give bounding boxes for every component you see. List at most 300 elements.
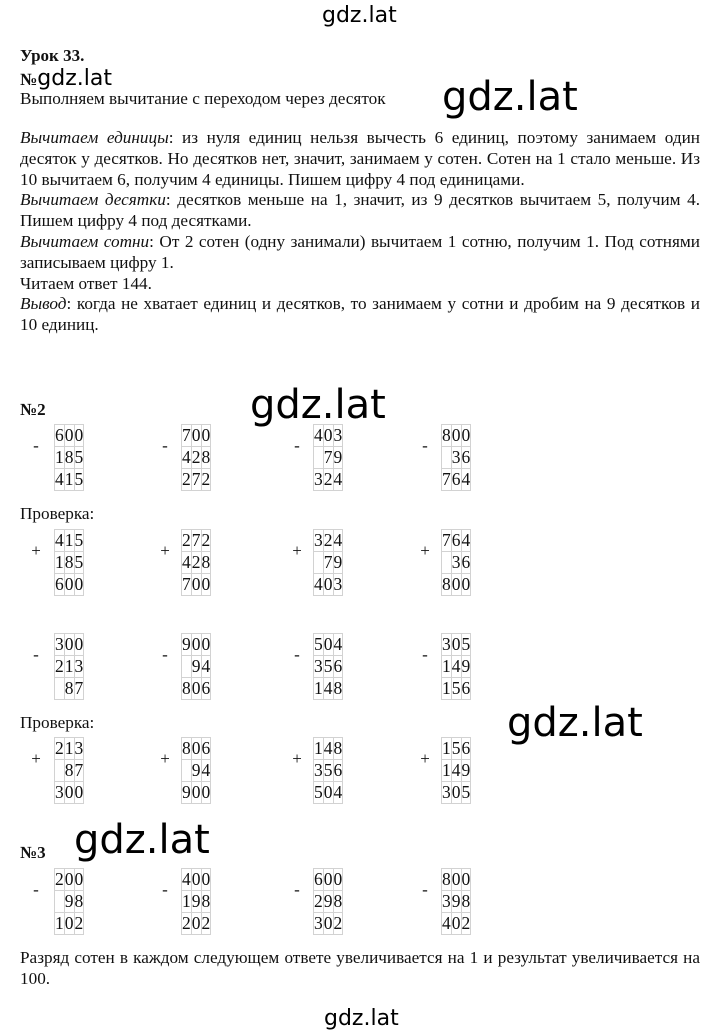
digit-cell: 4 <box>55 530 64 550</box>
digit-cell: 5 <box>451 738 461 758</box>
digit-cell: 7 <box>74 760 84 780</box>
operand-row <box>442 656 471 678</box>
digit-cell <box>55 678 65 700</box>
digit-cell <box>182 760 192 782</box>
check-label-1: Проверка: <box>20 504 95 523</box>
result-row <box>55 678 84 700</box>
digit-cell: 3 <box>314 913 323 933</box>
digit-cell: 7 <box>191 530 201 550</box>
digit-cell: 8 <box>461 891 471 911</box>
digit-cell: 2 <box>182 469 191 489</box>
digit-cell: 0 <box>191 782 201 802</box>
operand-row <box>314 425 343 447</box>
digit-cell: 0 <box>64 425 74 445</box>
digit-grid <box>181 424 211 491</box>
digit-cell: 2 <box>201 469 211 489</box>
operand-row <box>55 425 84 447</box>
digit-cell: 9 <box>182 634 191 654</box>
minus-sign: - <box>162 436 168 455</box>
digit-cell: 8 <box>64 552 74 572</box>
digit-cell: 3 <box>314 530 323 550</box>
digit-cell: 0 <box>451 574 461 594</box>
digit-cell: 8 <box>442 574 451 594</box>
digit-cell: 1 <box>442 678 451 698</box>
operand-row <box>314 738 343 760</box>
operand-row <box>182 425 211 447</box>
operand-row <box>182 552 211 574</box>
operand-row <box>442 869 471 891</box>
task3-heading: №3 <box>20 843 46 862</box>
operand-row <box>314 552 343 574</box>
digit-cell: 6 <box>461 552 471 572</box>
operand-row <box>442 530 471 552</box>
lesson-title: Урок 33. <box>20 46 85 65</box>
digit-cell: 6 <box>461 447 471 467</box>
digit-cell: 2 <box>323 530 333 550</box>
digit-cell: 9 <box>191 891 201 911</box>
digit-cell: 4 <box>314 425 323 445</box>
minus-sign: - <box>33 880 39 899</box>
operand-row <box>442 738 471 760</box>
digit-cell: 0 <box>323 869 333 889</box>
digit-cell: 8 <box>442 425 451 445</box>
minus-sign: - <box>162 880 168 899</box>
operand-row <box>314 869 343 891</box>
operand-row <box>182 760 211 782</box>
plus-sign: + <box>160 749 170 768</box>
digit-cell: 0 <box>323 425 333 445</box>
operand-row <box>182 738 211 760</box>
label-hundreds: Вычитаем сотни <box>20 231 150 251</box>
digit-cell: 1 <box>64 656 74 676</box>
watermark-task3: gdz.lat <box>74 817 210 863</box>
digit-cell: 0 <box>191 634 201 654</box>
operand-row <box>442 552 471 574</box>
digit-grid <box>181 633 211 700</box>
result-row <box>182 913 211 935</box>
digit-cell: 5 <box>323 760 333 780</box>
minus-sign: - <box>33 436 39 455</box>
digit-cell: 1 <box>182 891 191 911</box>
operand-row <box>442 634 471 656</box>
operand-row <box>55 760 84 782</box>
digit-cell: 8 <box>201 447 211 467</box>
operand-row <box>442 425 471 447</box>
digit-cell: 8 <box>182 738 191 758</box>
digit-cell <box>314 447 324 469</box>
operand-row <box>314 530 343 552</box>
digit-cell: 0 <box>191 869 201 889</box>
digit-cell: 5 <box>314 634 323 654</box>
digit-cell: 6 <box>451 469 461 489</box>
digit-cell: 9 <box>333 447 343 467</box>
digit-cell: 3 <box>442 634 451 654</box>
digit-cell: 3 <box>74 738 84 758</box>
digit-cell: 2 <box>182 530 191 550</box>
operand-row <box>182 656 211 678</box>
digit-cell: 9 <box>461 656 471 676</box>
digit-cell: 4 <box>314 574 323 594</box>
result-row <box>182 469 211 491</box>
operand-row <box>55 552 84 574</box>
result-row <box>314 913 343 935</box>
digit-cell: 0 <box>323 574 333 594</box>
digit-cell: 0 <box>201 425 211 445</box>
watermark-bottom: gdz.lat <box>324 1006 399 1031</box>
minus-sign: - <box>422 880 428 899</box>
digit-cell: 1 <box>442 656 451 676</box>
digit-cell: 9 <box>191 656 201 676</box>
digit-cell: 0 <box>451 634 461 654</box>
result-row <box>55 782 84 804</box>
digit-cell: 2 <box>191 447 201 467</box>
result-row <box>182 678 211 700</box>
digit-cell: 6 <box>333 656 343 676</box>
digit-cell: 8 <box>201 552 211 572</box>
digit-cell: 3 <box>333 425 343 445</box>
digit-cell: 6 <box>55 574 64 594</box>
digit-cell: 4 <box>442 913 451 933</box>
result-row <box>182 574 211 596</box>
digit-cell <box>55 760 65 782</box>
digit-cell: 0 <box>64 913 74 933</box>
operand-row <box>442 760 471 782</box>
digit-cell: 3 <box>55 634 64 654</box>
digit-grid <box>313 424 343 491</box>
digit-cell: 1 <box>314 738 323 758</box>
plus-sign: + <box>292 541 302 560</box>
result-row <box>442 574 471 596</box>
digit-cell: 9 <box>461 760 471 780</box>
label-tens: Вычитаем десятки <box>20 190 166 210</box>
operand-row <box>314 891 343 913</box>
digit-grid <box>313 868 343 935</box>
operand-row <box>314 447 343 469</box>
digit-cell: 4 <box>451 760 461 780</box>
digit-cell: 7 <box>323 552 333 572</box>
digit-cell: 5 <box>461 782 471 802</box>
paragraph-answer <box>20 274 700 295</box>
digit-cell: 8 <box>182 678 191 698</box>
task2-heading: №2 <box>20 400 46 419</box>
digit-cell: 5 <box>74 552 84 572</box>
digit-cell: 2 <box>461 913 471 933</box>
digit-cell: 9 <box>323 891 333 911</box>
label-conclusion: Вывод <box>20 294 67 314</box>
result-row <box>55 574 84 596</box>
digit-cell: 0 <box>191 425 201 445</box>
digit-cell: 7 <box>182 574 191 594</box>
text-conclusion: : когда не хватает единиц и десятков, то занимаем у сотни и дробим на 9 десятков и 10 единиц. <box>20 294 700 335</box>
watermark-right: gdz.lat <box>507 700 643 746</box>
watermark-task1: gdz.lat <box>442 74 578 120</box>
digit-cell: 1 <box>314 678 323 698</box>
digit-cell: 6 <box>201 738 211 758</box>
digit-cell: 4 <box>333 634 343 654</box>
operand-row <box>55 869 84 891</box>
digit-cell: 3 <box>451 447 461 467</box>
digit-cell: 3 <box>451 552 461 572</box>
digit-cell: 0 <box>451 913 461 933</box>
digit-cell: 8 <box>201 891 211 911</box>
digit-cell: 8 <box>74 891 84 911</box>
digit-cell: 1 <box>442 760 451 780</box>
watermark-inline: gdz.lat <box>37 66 112 91</box>
digit-grid <box>441 424 471 491</box>
digit-cell: 7 <box>191 469 201 489</box>
digit-cell: 0 <box>74 782 84 802</box>
digit-cell: 1 <box>64 469 74 489</box>
digit-cell: 6 <box>55 425 64 445</box>
digit-cell: 7 <box>74 678 84 698</box>
digit-cell: 0 <box>64 574 74 594</box>
text-units: : из нуля единиц нельзя вычесть 6 единиц, поэтому занимаем один десяток у десятков. Но десятков нет, значит, занимаем у сотен. Сотен на 1 стало меньше. Из 10 вычитаем 6, получим 4 единицы. Пишем цифру 4 под единицами. <box>20 128 700 189</box>
digit-cell: 2 <box>55 869 64 889</box>
digit-cell: 0 <box>201 869 211 889</box>
result-row <box>55 913 84 935</box>
minus-sign: - <box>422 645 428 664</box>
digit-cell: 5 <box>314 782 323 802</box>
digit-cell: 6 <box>461 678 471 698</box>
digit-cell: 9 <box>191 760 201 780</box>
watermark-top: gdz.lat <box>322 3 397 28</box>
digit-cell: 0 <box>74 574 84 594</box>
result-row <box>314 678 343 700</box>
task1-explanation <box>20 128 700 336</box>
operand-row <box>442 447 471 469</box>
digit-cell: 7 <box>323 447 333 467</box>
digit-cell: 0 <box>64 634 74 654</box>
operand-row <box>314 656 343 678</box>
result-row <box>314 574 343 596</box>
digit-cell: 0 <box>191 913 201 933</box>
result-row <box>442 678 471 700</box>
digit-cell: 0 <box>74 425 84 445</box>
digit-cell: 0 <box>451 782 461 802</box>
operand-row <box>442 891 471 913</box>
result-row <box>442 782 471 804</box>
digit-cell: 0 <box>201 574 211 594</box>
digit-grid <box>181 868 211 935</box>
task1-intro: Выполняем вычитание с переходом через десяток <box>20 89 386 108</box>
task1-number: № <box>20 70 38 89</box>
plus-sign: + <box>420 541 430 560</box>
digit-cell: 0 <box>74 634 84 654</box>
digit-grid <box>441 633 471 700</box>
digit-cell: 4 <box>201 656 211 676</box>
result-row <box>314 782 343 804</box>
digit-grid <box>54 424 84 491</box>
operand-row <box>55 656 84 678</box>
digit-cell: 0 <box>201 634 211 654</box>
digit-cell: 5 <box>74 469 84 489</box>
digit-cell: 0 <box>451 425 461 445</box>
digit-cell: 0 <box>451 869 461 889</box>
digit-cell: 4 <box>333 782 343 802</box>
digit-cell: 3 <box>442 891 451 911</box>
digit-cell: 0 <box>461 425 471 445</box>
paragraph-conclusion <box>20 294 700 336</box>
digit-cell <box>182 656 192 678</box>
digit-cell: 4 <box>182 447 191 467</box>
digit-cell: 1 <box>55 447 64 467</box>
digit-cell: 4 <box>182 552 191 572</box>
text-hundreds: : От 2 сотен (одну занимали) вычитаем 1 сотню, получим 1. Под сотнями записываем цифру 1. <box>20 231 700 272</box>
plus-sign: + <box>160 541 170 560</box>
digit-cell: 4 <box>451 656 461 676</box>
digit-grid <box>441 529 471 596</box>
digit-cell: 4 <box>55 469 64 489</box>
digit-cell: 8 <box>64 447 74 467</box>
operand-row <box>55 738 84 760</box>
digit-grid <box>54 868 84 935</box>
digit-cell: 4 <box>323 678 333 698</box>
operand-row <box>55 891 84 913</box>
digit-cell: 7 <box>442 469 451 489</box>
operand-row <box>182 530 211 552</box>
minus-sign: - <box>294 880 300 899</box>
digit-cell: 4 <box>182 869 191 889</box>
digit-cell: 2 <box>201 913 211 933</box>
digit-cell: 9 <box>451 891 461 911</box>
digit-cell: 8 <box>333 678 343 698</box>
digit-cell: 4 <box>333 530 343 550</box>
result-row <box>182 782 211 804</box>
digit-cell: 1 <box>55 552 64 572</box>
digit-cell: 2 <box>201 530 211 550</box>
digit-cell: 0 <box>64 869 74 889</box>
operand-row <box>314 634 343 656</box>
plus-sign: + <box>420 749 430 768</box>
operand-row <box>55 634 84 656</box>
digit-grid <box>313 737 343 804</box>
digit-cell: 5 <box>323 656 333 676</box>
digit-cell: 3 <box>55 782 64 802</box>
result-row <box>314 469 343 491</box>
operand-row <box>182 447 211 469</box>
digit-cell: 0 <box>74 869 84 889</box>
digit-cell: 3 <box>314 656 323 676</box>
digit-cell: 6 <box>314 869 323 889</box>
digit-cell: 0 <box>461 574 471 594</box>
digit-grid <box>313 633 343 700</box>
digit-cell: 2 <box>191 552 201 572</box>
minus-sign: - <box>162 645 168 664</box>
digit-cell: 0 <box>333 869 343 889</box>
digit-cell: 2 <box>55 738 64 758</box>
digit-cell: 5 <box>74 447 84 467</box>
digit-grid <box>441 737 471 804</box>
plus-sign: + <box>292 749 302 768</box>
digit-cell: 5 <box>451 678 461 698</box>
digit-cell <box>442 552 452 574</box>
operand-row <box>55 530 84 552</box>
text-tens: : десятков меньше на 1, значит, из 9 десятков вычитаем 5, получим 4. Пишем цифру 4 под десятками. <box>20 190 700 231</box>
digit-cell: 3 <box>74 656 84 676</box>
digit-cell: 4 <box>461 469 471 489</box>
digit-cell: 5 <box>461 634 471 654</box>
operand-row <box>182 634 211 656</box>
digit-cell: 3 <box>314 760 323 780</box>
text-answer: Читаем ответ 144. <box>20 273 152 293</box>
digit-grid <box>54 737 84 804</box>
minus-sign: - <box>294 436 300 455</box>
digit-grid <box>54 633 84 700</box>
check-label-2: Проверка: <box>20 713 95 732</box>
plus-sign: + <box>31 749 41 768</box>
digit-cell: 0 <box>201 782 211 802</box>
digit-cell: 9 <box>333 552 343 572</box>
digit-cell: 6 <box>451 530 461 550</box>
digit-grid <box>441 868 471 935</box>
plus-sign: + <box>31 541 41 560</box>
digit-cell: 1 <box>55 913 64 933</box>
operand-row <box>55 447 84 469</box>
digit-cell: 4 <box>201 760 211 780</box>
paragraph-hundreds <box>20 232 700 274</box>
digit-cell: 9 <box>64 891 74 911</box>
digit-cell <box>314 552 324 574</box>
digit-cell: 3 <box>442 782 451 802</box>
digit-cell: 0 <box>323 634 333 654</box>
paragraph-units <box>20 128 700 190</box>
digit-cell: 2 <box>55 656 64 676</box>
digit-cell: 2 <box>74 913 84 933</box>
digit-cell: 0 <box>191 574 201 594</box>
digit-cell: 0 <box>191 678 201 698</box>
minus-sign: - <box>294 645 300 664</box>
minus-sign: - <box>33 645 39 664</box>
digit-cell <box>55 891 65 913</box>
digit-cell: 0 <box>323 913 333 933</box>
result-row <box>442 469 471 491</box>
digit-cell: 7 <box>182 425 191 445</box>
digit-cell: 1 <box>442 738 451 758</box>
digit-cell: 8 <box>442 869 451 889</box>
digit-cell: 1 <box>64 530 74 550</box>
watermark-task2: gdz.lat <box>250 382 386 428</box>
digit-cell: 8 <box>333 738 343 758</box>
digit-cell: 2 <box>323 469 333 489</box>
digit-grid <box>54 529 84 596</box>
digit-cell: 3 <box>333 574 343 594</box>
task1-heading <box>20 68 112 90</box>
digit-cell: 6 <box>461 738 471 758</box>
digit-cell: 0 <box>64 782 74 802</box>
digit-cell: 0 <box>323 782 333 802</box>
digit-cell: 2 <box>333 913 343 933</box>
digit-cell <box>442 447 452 469</box>
digit-cell: 9 <box>182 782 191 802</box>
digit-cell: 8 <box>64 678 74 698</box>
digit-cell: 0 <box>191 738 201 758</box>
digit-grid <box>313 529 343 596</box>
task3-conclusion: Разряд сотен в каждом следующем ответе увеличивается на 1 и результат увеличивается на 100. <box>20 948 700 988</box>
digit-cell: 6 <box>333 760 343 780</box>
digit-cell: 1 <box>64 738 74 758</box>
digit-cell: 6 <box>201 678 211 698</box>
operand-row <box>182 891 211 913</box>
digit-cell: 5 <box>74 530 84 550</box>
operand-row <box>182 869 211 891</box>
result-row <box>442 913 471 935</box>
digit-cell: 7 <box>442 530 451 550</box>
result-row <box>55 469 84 491</box>
digit-cell: 8 <box>333 891 343 911</box>
digit-cell: 0 <box>461 869 471 889</box>
digit-cell: 2 <box>182 913 191 933</box>
digit-grid <box>181 737 211 804</box>
